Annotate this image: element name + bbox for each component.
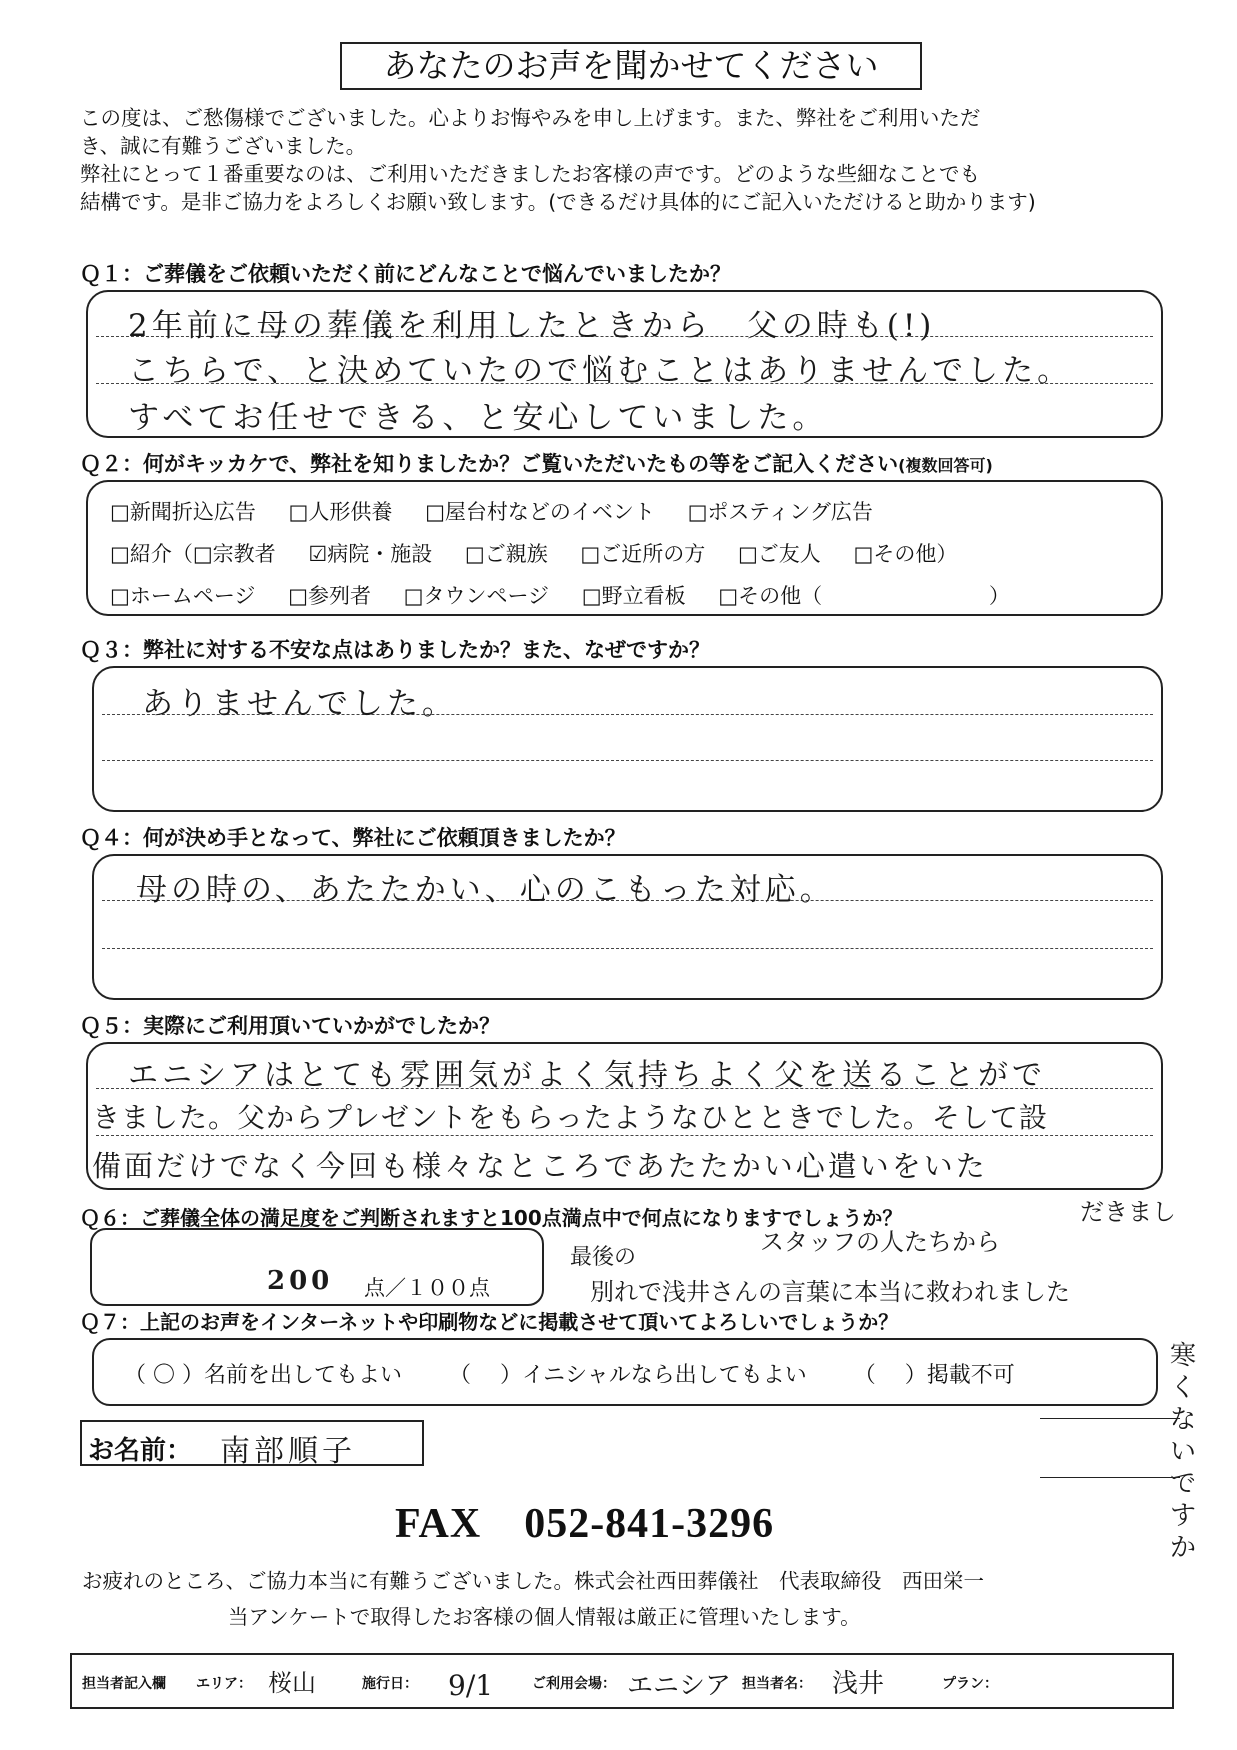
option-posting-ad[interactable]: □ポスティング広告 (687, 500, 873, 524)
q5-overflow-note: スタッフの人たちから (760, 1228, 1000, 1256)
option-other[interactable]: □その他（ (718, 584, 823, 608)
thanks-text: お疲れのところ、ご協力本当に有難うございました。株式会社西田葬儀社 代表取締役 西田栄一 (82, 1569, 984, 1593)
q2-options-row (110, 496, 899, 526)
q7-option-no-label: 掲載不可 (926, 1363, 1015, 1388)
q1-answer-line: 2年前に母の葬儀を利用したときから 父の時も(!) (128, 308, 936, 344)
option-homepage[interactable]: □ホームページ (110, 584, 256, 608)
q4-answer-box (92, 854, 1163, 1000)
option-friends[interactable]: □ご友人 (737, 542, 821, 566)
option-relatives[interactable]: □ご親族 (464, 542, 548, 566)
q6-score-suffix: 点／１００点 (364, 1276, 490, 1300)
q3-answer: ありませんでした。 (142, 686, 457, 722)
q7-options-box (92, 1338, 1158, 1406)
q6-score-box (90, 1228, 544, 1306)
area-value: 桜山 (268, 1669, 316, 1697)
q7-side-note: 寒くないですか (1170, 1341, 1197, 1563)
name-value: 南部順子 (220, 1434, 356, 1469)
q3-question: Ｑ３：弊社に対する不安な点はありましたか？また、なぜですか？ (80, 638, 710, 662)
q7-option-initial-label: イニシャルなら出してもよい (522, 1363, 807, 1388)
name-field (80, 1420, 424, 1469)
q2-options-row (110, 580, 1036, 610)
q7-options (124, 1358, 1015, 1389)
q7-option-no[interactable]: （ ）掲載不可 (853, 1363, 1015, 1388)
option-event[interactable]: □屋台村などのイベント (425, 500, 655, 524)
q2-question-text: Ｑ２：何がキッカケで、弊社を知りましたか？ご覧いただいたもの等をご記入ください (80, 452, 899, 476)
option-hospital[interactable]: ☑病院・施設 (308, 542, 433, 566)
option-signboard[interactable]: □野立看板 (581, 584, 686, 608)
name-label: お名前： (88, 1436, 193, 1466)
q5-overflow-note: 別れで浅井さんの言葉に本当に救われました (590, 1278, 1070, 1306)
q1-answer-line: すべてお任せできる、と安心していました。 (128, 400, 828, 436)
q2-multi-note: (複数回答可) (898, 456, 993, 475)
venue-value: エニシア (627, 1671, 732, 1701)
option-other-close: ） (988, 584, 1010, 608)
option-attendee[interactable]: □参列者 (288, 584, 371, 608)
date-value: 9/1 (448, 1669, 494, 1702)
q1-answer-line: こちらで、と決めていたので悩むことはありませんでした。 (128, 353, 1073, 389)
q1-answer-box (86, 290, 1163, 438)
q2-question (80, 448, 993, 478)
option-townpage[interactable]: □タウンページ (403, 584, 550, 608)
q5-answer-line: きました。父からプレゼントをもらったようなひとときでした。そして設 (92, 1101, 1048, 1134)
intro-line: 弊社にとって１番重要なのは、ご利用いただきましたお客様の声です。どのような些細なことでも (80, 162, 980, 186)
q5-overflow-note: 最後の (570, 1245, 637, 1270)
q5-answer-box (86, 1042, 1163, 1190)
q5-answer-line: エニシアはとても雰囲気がよく気持ちよく父を送ることがで (128, 1058, 1046, 1093)
fax-number: FAX 052-841-3296 (395, 1501, 775, 1547)
q7-option-name[interactable]: （ 〇 ）名前を出してもよい (124, 1363, 403, 1388)
q2-options-row (110, 538, 983, 568)
q2-options-box (86, 480, 1163, 616)
q7-option-name-label: 名前を出してもよい (204, 1363, 403, 1388)
q7-option-name-mark: 〇 (153, 1363, 176, 1388)
intro-line: き、誠に有難うございました。 (80, 134, 367, 158)
option-doll-memorial[interactable]: □人形供養 (288, 500, 393, 524)
option-neighbors[interactable]: □ご近所の方 (580, 542, 706, 566)
privacy-text: 当アンケートで取得したお客様の個人情報は厳正に管理いたします。 (228, 1605, 861, 1629)
q1-question: Ｑ１：ご葬儀をご依頼いただく前にどんなことで悩んでいましたか？ (80, 262, 731, 286)
option-religious[interactable]: □紹介（□宗教者 (110, 542, 276, 566)
q6-question: Ｑ６：ご葬儀全体の満足度をご判断されますと100点満点中で何点になりますでしょうか？ (80, 1206, 903, 1230)
q7-option-initial[interactable]: （ ）イニシャルなら出してもよい (449, 1363, 807, 1388)
q5-question: Ｑ５：実際にご利用頂いていかがでしたか？ (80, 1014, 500, 1038)
q3-answer-box (92, 666, 1163, 812)
q7-question: Ｑ７：上記のお声をインターネットや印刷物などに掲載させて頂いてよろしいでしょうか？ (80, 1310, 899, 1334)
intro-text (80, 104, 1170, 216)
option-referral-other[interactable]: □その他） (853, 542, 958, 566)
plan-label: プラン： (942, 1676, 998, 1692)
signature-area (1040, 1418, 1180, 1478)
date-label: 施行日： (362, 1676, 418, 1692)
area-label: エリア： (196, 1676, 252, 1692)
q6-score: 200 (267, 1266, 334, 1296)
q5-overflow-note: だきまし (1080, 1198, 1176, 1226)
staff-label: 担当者記入欄 (82, 1676, 166, 1692)
staff-record-box (70, 1653, 1174, 1709)
option-newspaper[interactable]: □新聞折込広告 (110, 500, 256, 524)
survey-title: あなたのお声を聞かせてください (340, 42, 922, 90)
intro-line: この度は、ご愁傷様でございました。心よりお悔やみを申し上げます。また、弊社をご利用いただ (80, 106, 981, 130)
person-label: 担当者名： (742, 1676, 812, 1692)
venue-label: ご利用会場： (532, 1676, 616, 1692)
q4-answer: 母の時の、あたたかい、心のこもった対応。 (136, 872, 835, 908)
intro-line: 結構です。是非ご協力をよろしくお願い致します。(できるだけ具体的にご記入いただけると助かります) (80, 190, 1036, 214)
person-value: 浅井 (832, 1669, 885, 1699)
q5-answer-line: 備面だけでなく今回も様々なところであたたかい心遣いをいた (92, 1149, 988, 1183)
q4-question: Ｑ４：何が決め手となって、弊社にご依頼頂きましたか？ (80, 826, 626, 850)
